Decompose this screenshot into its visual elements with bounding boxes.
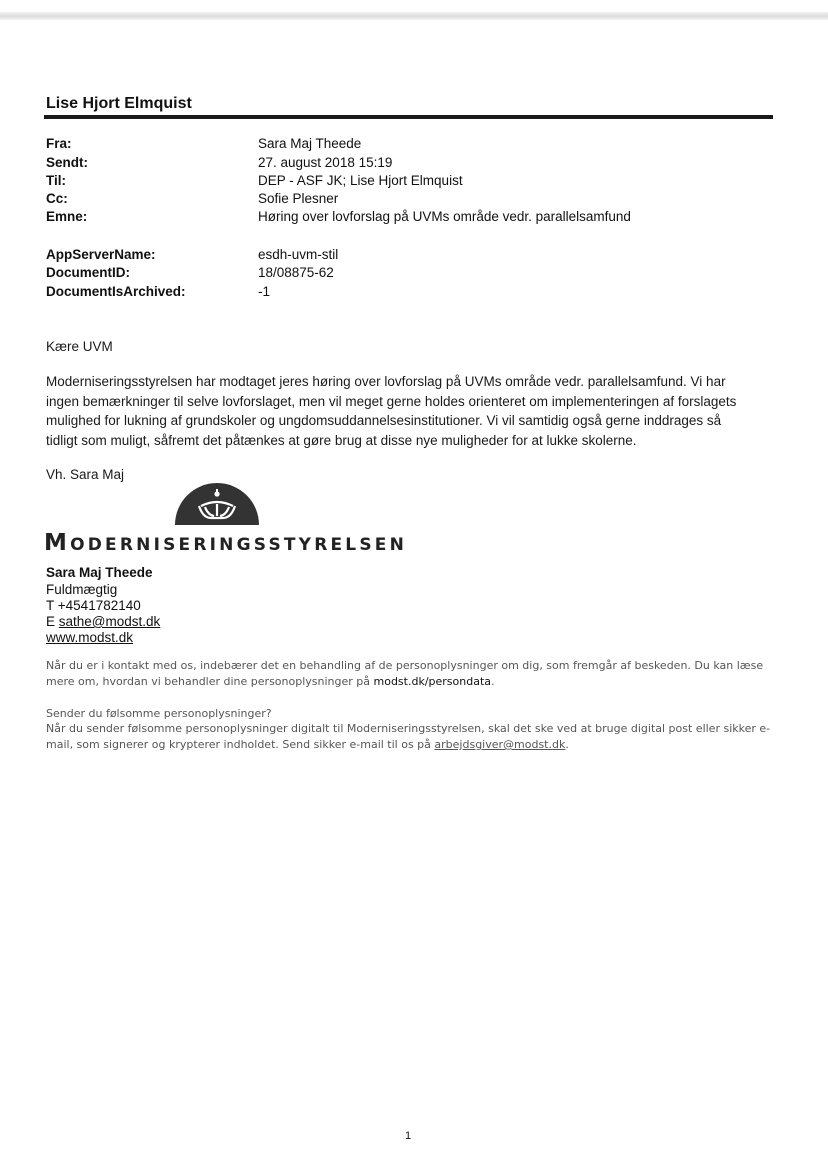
sensitive-heading: Sender du følsomme personoplysninger? (46, 707, 272, 720)
privacy-end: . (491, 675, 495, 688)
sensitive-end: . (565, 738, 569, 751)
phone-prefix: T (46, 598, 55, 613)
persondata-link[interactable]: modst.dk/persondata (373, 675, 492, 688)
sent-value: 27. august 2018 15:19 (258, 155, 393, 170)
signature-name: Sara Maj Theede (46, 565, 153, 580)
from-value: Sara Maj Theede (258, 136, 362, 151)
app-server-value: esdh-uvm-stil (258, 247, 339, 262)
signature-website-link[interactable]: www.modst.dk (46, 630, 134, 645)
signature-website-line (46, 630, 133, 645)
to-label: Til: (46, 173, 66, 188)
wordmark-initial: M (44, 530, 71, 556)
sensitive-notice (46, 721, 776, 753)
mailbox-owner-name: Lise Hjort Elmquist (46, 95, 192, 112)
app-server-label: AppServerName: (46, 247, 156, 262)
cc-label: Cc: (46, 191, 68, 206)
brand-wordmark (44, 530, 407, 556)
crown-icon (172, 480, 262, 526)
body-paragraph: Moderniseringsstyrelsen har modtaget jeres høring over lovforslag på UVMs område vedr. parallelsamfund. Vi har ingen bemærkninger til selve lovforslaget, men vil meget gerne holdes orienteret om implementeringen af forslagets mulighed for lukning af grundskoler og ungdomsuddannelsesinstitutioner. Vi vil samtidig også gerne inddrages så tidligt som muligt, såfremt det påtænkes at gøre brug at disse nye muligheder for at lukke skolerne. (46, 374, 737, 448)
privacy-notice (46, 658, 776, 690)
signature-phone-line (46, 598, 141, 613)
from-label: Fra: (46, 136, 72, 151)
to-value: DEP - ASF JK; Lise Hjort Elmquist (258, 173, 463, 188)
subject-value: Høring over lovforslag på UVMs område vedr. parallelsamfund (258, 209, 631, 224)
sent-label: Sendt: (46, 155, 88, 170)
document-id-value: 18/08875-62 (258, 265, 334, 280)
archived-value: -1 (258, 284, 271, 299)
cc-value: Sofie Plesner (258, 191, 339, 206)
signature-title: Fuldmægtig (46, 582, 118, 597)
email-prefix: E (46, 614, 56, 629)
signature-phone: +4541782140 (57, 598, 141, 613)
header-rule (44, 115, 773, 119)
document-id-label: DocumentID: (46, 265, 130, 280)
greeting: Kære UVM (46, 339, 113, 354)
scan-edge (0, 12, 828, 20)
archived-label: DocumentIsArchived: (46, 284, 186, 299)
signature-email-line (46, 614, 160, 629)
subject-label: Emne: (46, 209, 88, 224)
signoff: Vh. Sara Maj (46, 467, 125, 482)
privacy-text: Når du er i kontakt med os, indebærer det en behandling af de personoplysninger om dig, som fremgår af beskeden. Du kan læse mere om, hvordan vi behandler dine personoplysninger på (46, 659, 764, 688)
wordmark-rest: ODERNISERINGSSTYRELSEN (70, 535, 408, 555)
sensitive-text: Når du sender følsomme personoplysninger digitalt til Moderniseringsstyrelsen, skal det ske ved at bruge digital post eller sikker e-mail, som signerer og krypterer indholdet. Send sikker e-mail til os på (46, 722, 771, 751)
page-number: 1 (405, 1130, 412, 1142)
secure-email-link[interactable]: arbejdsgiver@modst.dk (434, 738, 566, 751)
signature-email-link[interactable]: sathe@modst.dk (58, 614, 161, 629)
